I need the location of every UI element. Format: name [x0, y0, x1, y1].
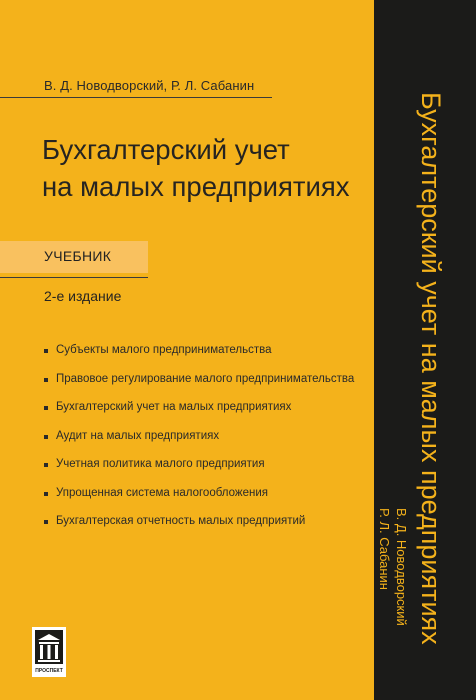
spine-authors [376, 508, 410, 626]
topic-text: Бухгалтерский учет на малых предприятиях [56, 401, 292, 413]
spine-title: Бухгалтерский учет на малых предприятиях [416, 92, 446, 645]
topic-item [44, 487, 354, 516]
topic-text: Упрощенная система налогообложения [56, 486, 268, 499]
topic-item [44, 458, 354, 487]
spine-author-2: Р. Л. Сабанин [377, 508, 392, 590]
type-divider [0, 277, 148, 278]
cover-authors: В. Д. Новодворский, Р. Л. Сабанин [44, 78, 255, 93]
topic-text: Бухгалтерская отчетность малых предприятий [56, 515, 306, 527]
cover-title [42, 131, 349, 205]
bullet-icon [44, 435, 48, 439]
publisher-logo-text: ПРОСПЕКТ [35, 668, 63, 674]
topic-text: Аудит на малых предприятиях [56, 429, 220, 442]
topic-item [44, 373, 354, 402]
spine-author-1: В. Д. Новодворский [394, 508, 409, 626]
topic-text: Субъекты малого предпринимательства [56, 344, 272, 356]
author-divider [0, 97, 272, 98]
type-label: УЧЕБНИК [44, 248, 112, 264]
publisher-building-icon [32, 627, 66, 677]
bullet-icon [44, 349, 48, 353]
title-line-1: Бухгалтерский учет [42, 134, 290, 165]
topic-item [44, 430, 354, 459]
topic-item [44, 344, 354, 373]
title-line-2: на малых предприятиях [42, 171, 350, 202]
bullet-icon [44, 406, 48, 410]
topic-item [44, 401, 354, 430]
topic-text: Учетная политика малого предприятия [56, 458, 265, 470]
bullet-icon [44, 492, 48, 496]
topic-list [44, 344, 354, 544]
edition-label: 2-е издание [44, 288, 122, 304]
topic-text: Правовое регулирование малого предпринимательства [56, 372, 355, 385]
bullet-icon [44, 520, 48, 524]
bullet-icon [44, 463, 48, 467]
topic-item [44, 515, 354, 544]
bullet-icon [44, 378, 48, 382]
